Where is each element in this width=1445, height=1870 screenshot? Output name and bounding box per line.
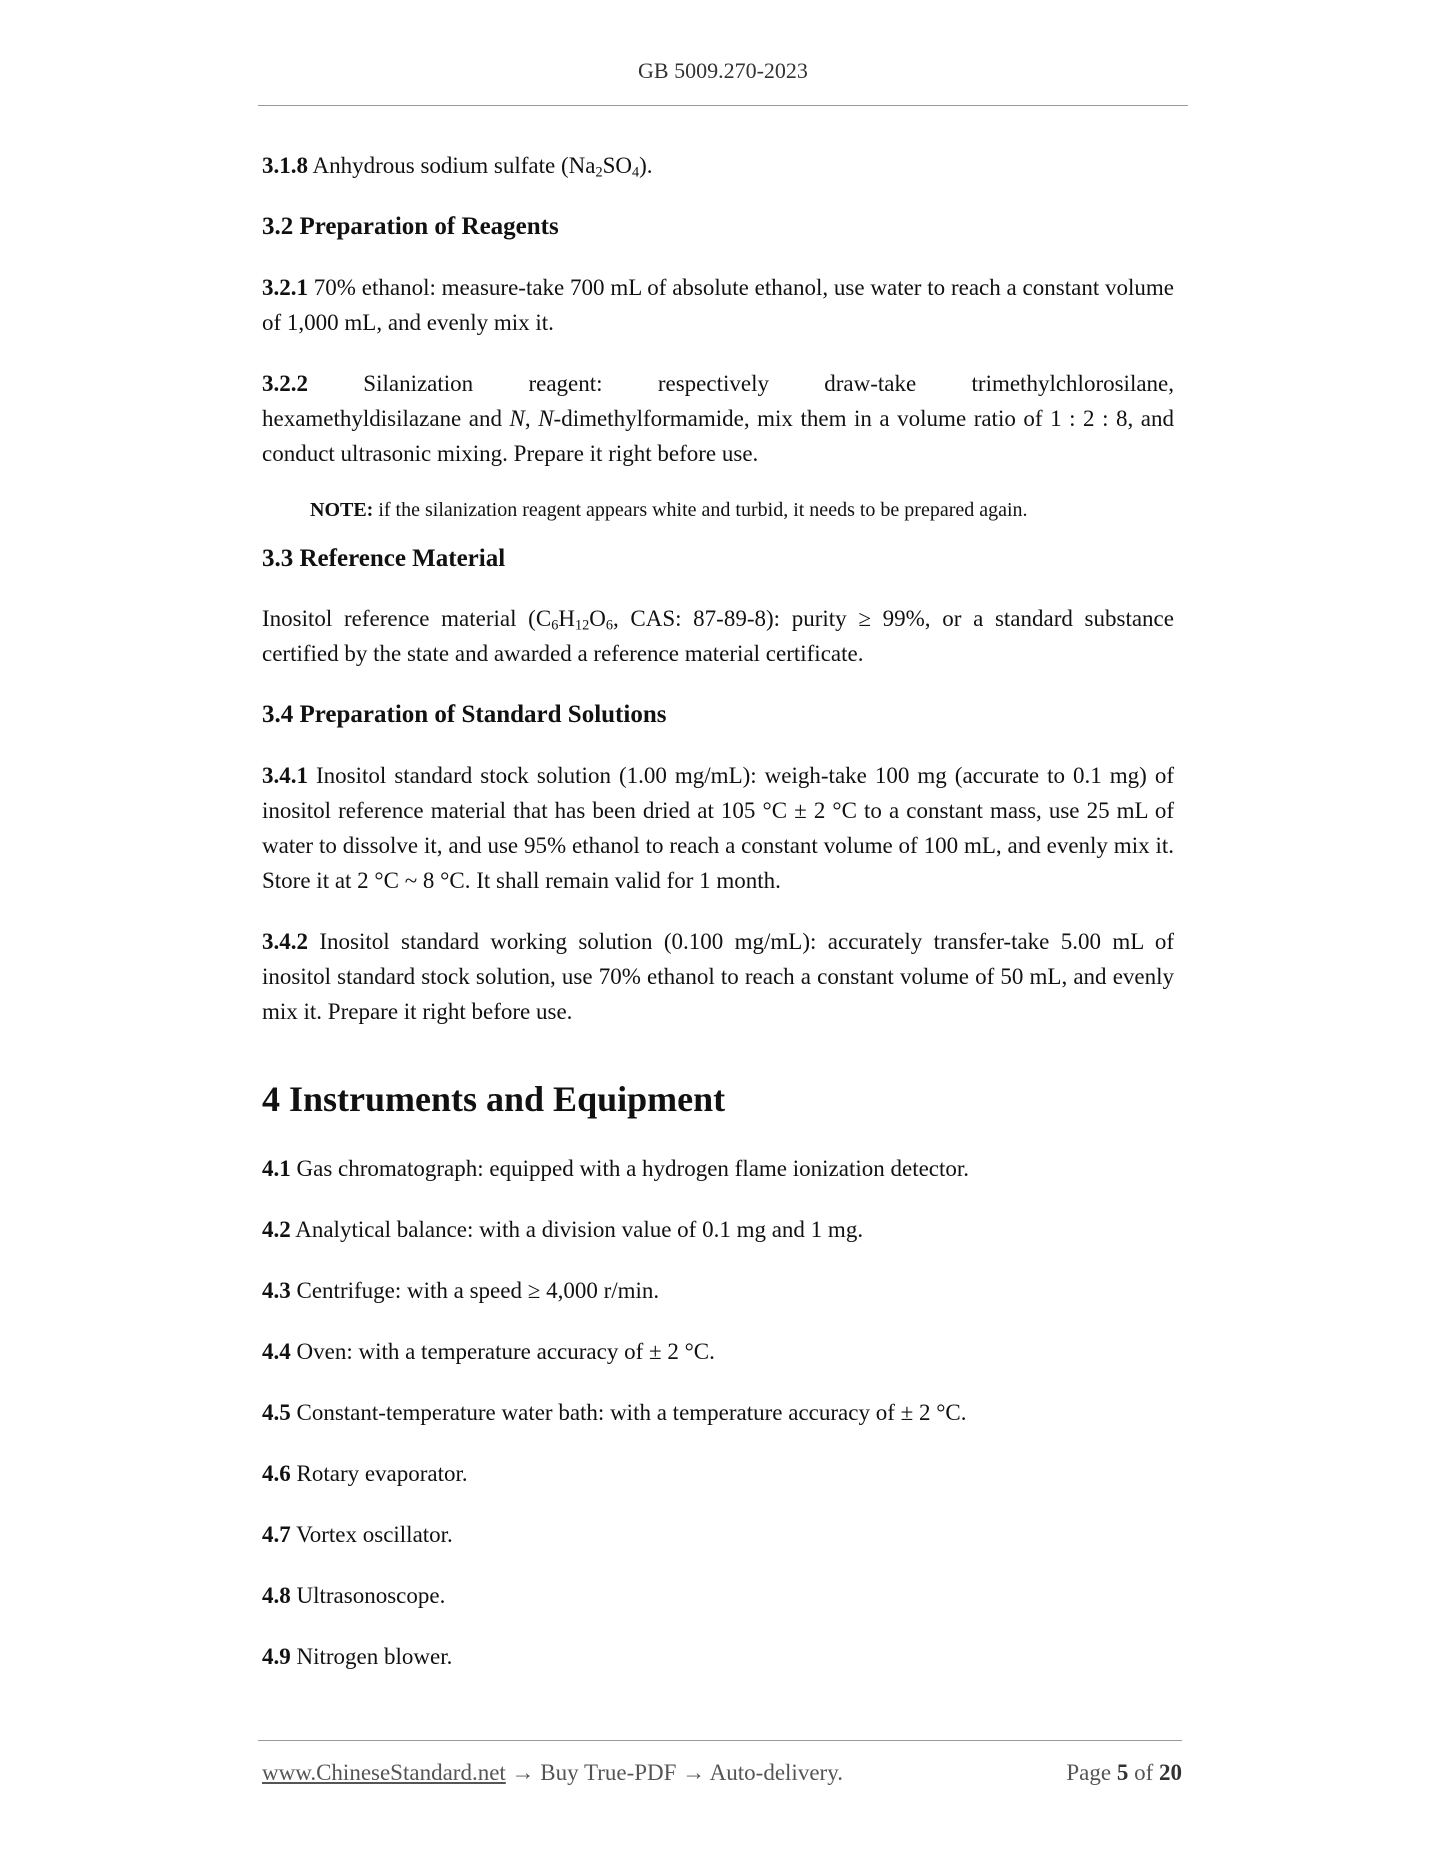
heading-3-2: 3.2 Preparation of Reagents — [262, 213, 559, 240]
list-item: 4.3 Centrifuge: with a speed ≥ 4,000 r/min. — [262, 1278, 660, 1303]
note-label: NOTE: — [310, 499, 374, 521]
list-item: 4.1 Gas chromatograph: equipped with a hydrogen flame ionization detector. — [262, 1156, 970, 1181]
clause-number: 3.4.1 — [262, 763, 308, 788]
list-item: 4.8 Ultrasonoscope. — [262, 1583, 446, 1608]
page-header: GB 5009.270-2023 — [638, 58, 808, 83]
clause-3-4-1: 3.4.1 Inositol standard stock solution (1.00 mg/mL): weigh-take 100 mg (accurate to 0.1 mg) of inositol reference material that has been dried at 105 °C ± 2 °C to a constant mass, use 25 mL of water to dissolve it, and use 95% ethanol to reach a constant volume of 100 mL, and evenly mix it. Store it at 2 °C ~ 8 °C. It shall remain valid for 1 month. — [262, 763, 1174, 893]
list-item: 4.2 Analytical balance: with a division value of 0.1 mg and 1 mg. — [262, 1217, 864, 1242]
equipment-list — [262, 1151, 1174, 1674]
footer-divider — [258, 1740, 1182, 1741]
clause-3-2-2-body: hexamethyldisilazane and N, N-dimethylformamide, mix them in a volume ratio of 1 : 2 : 8, and conduct ultrasonic mixing. Prepare it right before use. — [262, 406, 1174, 466]
heading-3-3: 3.3 Reference Material — [262, 545, 506, 572]
clause-3-1-8: 3.1.8 Anhydrous sodium sulfate $(Na_2SO_4)$. — [262, 153, 653, 181]
list-item: 4.7 Vortex oscillator. — [262, 1522, 453, 1547]
note-silanization: NOTE: if the silanization reagent appears white and turbid, it needs to be prepared again. — [310, 499, 1028, 521]
document-body — [262, 148, 1174, 1674]
list-item: 4.5 Constant-temperature water bath: with a temperature accuracy of ± 2 °C. — [262, 1400, 967, 1425]
delivery-text: Auto-delivery. — [709, 1760, 843, 1785]
website-link[interactable]: www.ChineseStandard.net — [262, 1760, 506, 1785]
clause-number: 3.2.2 — [262, 371, 308, 396]
footer-left — [262, 1758, 843, 1788]
heading-4: 4 Instruments and Equipment — [262, 1079, 726, 1119]
clause-3-2-2 — [262, 366, 1174, 471]
list-item: 4.4 Oven: with a temperature accuracy of ± 2 °C. — [262, 1339, 715, 1364]
clause-3-2-2-line1: 3.2.2 Silanization reagent: respectively draw-take trimethylchlorosilane, — [262, 371, 1174, 396]
page-number: Page 5 of 20 — [1066, 1760, 1182, 1785]
clause-3-3: Inositol reference material ($C_6H_{12}O_6$, CAS: 87-89-8): purity ≥ 99%, or a standard substance certified by the state and awarded a reference material certificate. — [262, 606, 1174, 666]
clause-3-2-1: 3.2.1 70% ethanol: measure-take 700 mL of absolute ethanol, use water to reach a constant volume of 1,000 mL, and evenly mix it. — [262, 275, 1174, 335]
header-divider — [258, 105, 1188, 106]
page-footer — [262, 1758, 1182, 1788]
clause-number: 3.4.2 — [262, 929, 308, 954]
clause-number: 3.1.8 — [262, 153, 308, 178]
arrow-icon: → — [676, 1760, 710, 1785]
buy-text: Buy True-PDF — [540, 1760, 677, 1785]
list-item: 4.6 Rotary evaporator. — [262, 1461, 468, 1486]
clause-number: 3.2.1 — [262, 275, 308, 300]
arrow-icon: → — [505, 1760, 541, 1785]
clause-3-4-2: 3.4.2 Inositol standard working solution (0.100 mg/mL): accurately transfer-take 5.00 mL of inositol standard stock solution, use 70% ethanol to reach a constant volume of 50 mL, and evenly mix it. Prepare it right before use. — [262, 929, 1174, 1024]
heading-3-4: 3.4 Preparation of Standard Solutions — [262, 701, 667, 728]
list-item: 4.9 Nitrogen blower. — [262, 1644, 453, 1669]
